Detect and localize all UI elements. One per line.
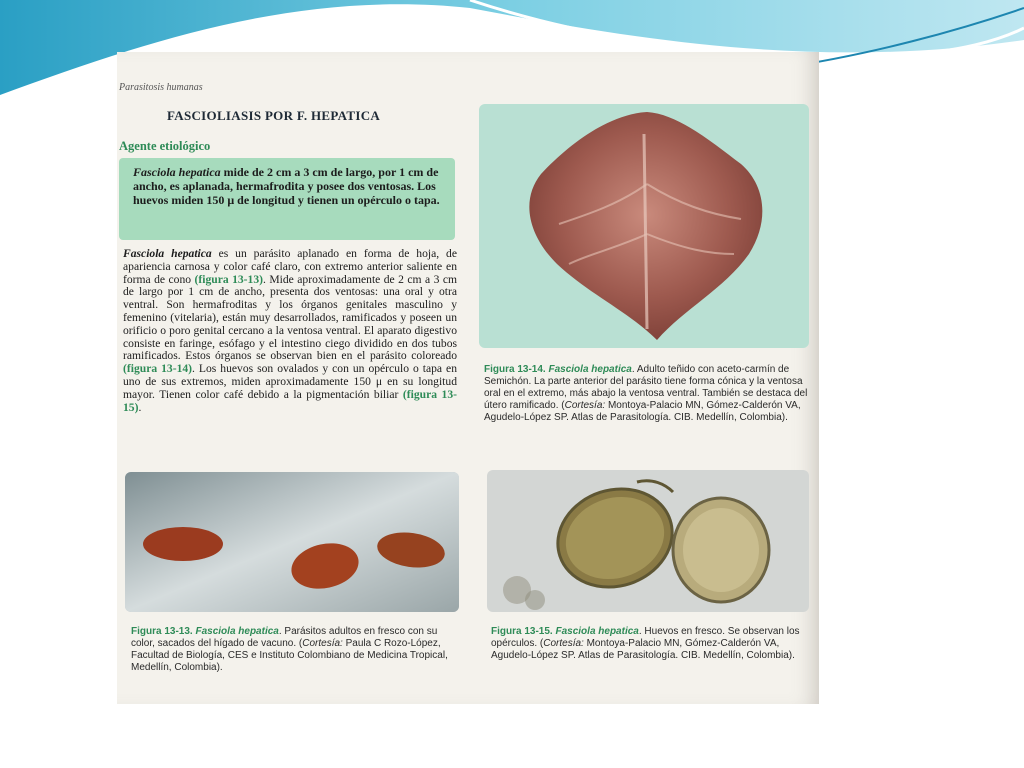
figure-ref-13-14: (figura 13-14) — [123, 362, 193, 376]
caption-courtesy: Paula C Rozo-López, Facultad de Biología, CES e Instituto Colombiano de Medicina Tropical, Medellín, Colombia). — [131, 638, 448, 673]
summary-box — [119, 158, 455, 240]
figure-13-15-caption — [491, 626, 813, 662]
figure-ref-13-15: (figura 13-15) — [123, 387, 457, 414]
summary-body: mide de 2 cm a 3 cm de largo, por 1 cm de ancho, es aplanada, hermafrodita y posee dos ventosas. Los huevos miden 150 μ de longitud y tienen un opérculo o tapa. — [133, 165, 440, 207]
body-part-2: . Mide aproximadamente de 2 cm a 3 cm de largo por 1 cm de ancho, presenta dos ventosas: una oral y otra ventral. Son hermafroditas y los órganos genitales masculino y femenino (vitelaria), están muy desarrollados, ramificados y poseen un orificio o poro genital cercano a la ventosa ventral. El aparato digestivo consiste en faringe, esófago y el intestino ciego dividido en dos tubos ramificados. Estos órganos se observan bien en el parásito coloreado — [123, 272, 457, 363]
caption-courtesy-label: Cortesía: — [543, 638, 584, 649]
body-paragraph — [123, 248, 457, 414]
caption-species: Fasciola hepatica — [555, 626, 639, 637]
caption-text: . Adulto teñido con aceto-carmín de Semichón. La parte anterior del parásito tiene forma cónica y la ventosa oral en el extremo, más abajo la ventosa ventral. También se destaca del útero ramificado. ( — [484, 364, 808, 411]
caption-courtesy: Montoya-Palacio MN, Gómez-Calderón VA, Agudelo-López SP. Atlas de Parasitología. CIB. Medellín, Colombia). — [484, 400, 801, 423]
textbook-page-scan — [117, 52, 819, 704]
body-species: Fasciola hepatica — [123, 247, 212, 260]
figure-ref-13-13: (figura 13-13) — [194, 272, 263, 286]
body-part-3: . Los huevos son ovalados y con un opérculo o tapa en uno de sus extremos, miden aproximadamente 150 μ en su longitud mayor. Tienen color café debido a la pigmentación biliar — [123, 362, 457, 401]
summary-text — [133, 165, 451, 207]
summary-species: Fasciola hepatica — [133, 165, 221, 179]
body-part-4: . — [138, 400, 142, 414]
caption-species: Fasciola hepatica — [548, 364, 632, 375]
section-title: FASCIOLIASIS POR F. HEPATICA — [167, 108, 381, 123]
caption-label: Figura 13-15. — [491, 626, 553, 637]
figure-13-13-photo — [125, 472, 459, 612]
figure-13-13-caption — [131, 626, 461, 674]
running-head: Parasitosis humanas — [119, 82, 203, 93]
caption-courtesy-label: Cortesía: — [564, 400, 606, 411]
caption-courtesy-label: Cortesía: — [302, 638, 343, 649]
caption-text: . Parásitos adultos en fresco con su color, sacados del hígado de vacuno. ( — [131, 626, 438, 649]
figure-13-15-photo — [487, 470, 809, 612]
caption-label: Figura 13-13. — [131, 626, 193, 637]
caption-label: Figura 13-14. — [484, 364, 546, 375]
caption-species: Fasciola hepatica — [195, 626, 279, 637]
figure-13-14-photo — [479, 104, 809, 348]
subheading: Agente etiológico — [119, 139, 211, 153]
body-part-1: es un parásito aplanado en forma de hoja, de apariencia carnosa y color café claro, con extremo anterior saliente en forma de cono — [123, 247, 457, 286]
caption-courtesy: Montoya-Palacio MN, Gómez-Calderón VA, Agudelo-López SP. Atlas de Parasitología. CIB. Medellín, Colombia). — [491, 638, 795, 661]
caption-text: . Huevos en fresco. Se observan los opérculos. ( — [491, 626, 800, 649]
figure-13-14-caption — [484, 364, 810, 424]
